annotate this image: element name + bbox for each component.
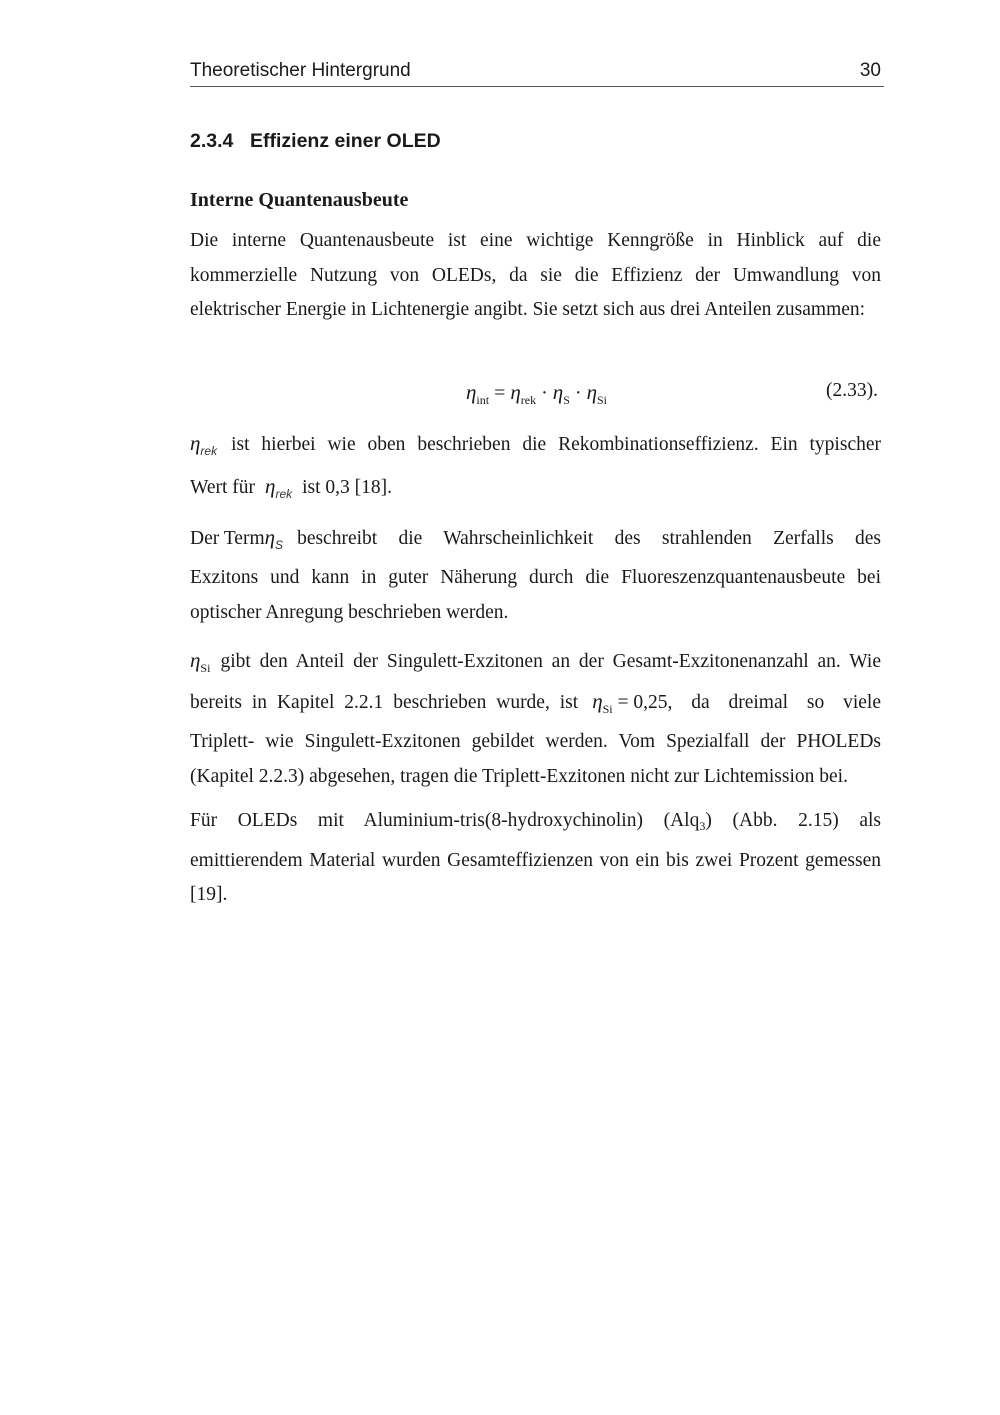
section-title: Effizienz einer OLED xyxy=(250,130,441,152)
section-number: 2.3.4 xyxy=(190,130,234,152)
section-heading xyxy=(190,130,441,153)
paragraph-si-line1: $\eta_{Si}$ gibt den Anteil der Singulett-Exzitonen an der Gesamt-Exzitonenanzahl an. Wie xyxy=(190,648,881,675)
subsection-heading: Interne Quantenausbeute xyxy=(190,189,409,211)
paragraph-alq3: Für OLEDs mit Aluminium-tris(8-hydroxychinolin) (Alq$_3$) (Abb. 2.15) als emittierendem Material wurden Gesamteffizienzen von ein bis zwei Prozent gemessen [19]. xyxy=(190,810,881,905)
paragraph-intro: Die interne Quantenausbeute ist eine wichtige Kenngröße in Hinblick auf die kommerzielle Nutzung von OLEDs, da sie die Effizienz der Umwandlung von elektrischer Energie in Lichtenergie angibt. Sie setzt sich aus drei Anteilen zusammen: xyxy=(190,230,881,320)
equation-number: (2.33). xyxy=(826,380,878,401)
paragraph-rek-line2: Wert für $\eta_{rek}$ ist 0,3 [18]. xyxy=(190,474,393,501)
paragraph-rek-line1: $\eta_{rek}$ ist hierbei wie oben beschrieben die Rekombinationseffizienz. Ein typischer xyxy=(190,431,881,458)
equation-2-33: $\eta_{int} = \eta_{rek} \cdot \eta_S \cdot \eta_{Si}$ xyxy=(466,380,608,407)
header-title: Theoretischer Hintergrund xyxy=(190,60,411,81)
paragraph-si-line2: bereits in Kapitel 2.2.1 beschrieben wurde, ist $\eta_{Si} = 0,25$ , da dreimal so viele xyxy=(190,689,881,716)
paragraph-si-rest: Triplett- wie Singulett-Exzitonen gebildet werden. Vom Spezialfall der PHOLEDs (Kapitel 2.2.3) abgesehen, tragen die Triplett-Exzitonen nicht zur Lichtemission bei. xyxy=(190,731,881,787)
paragraph-s-rest: Exzitons und kann in guter Näherung durch die Fluoreszenzquantenausbeute bei optischer Anregung beschrieben werden. xyxy=(190,567,881,623)
page-number: 30 xyxy=(859,60,881,81)
page-header xyxy=(190,60,884,87)
paragraph-s-line1: Der Term $\eta_S$ beschreibt die Wahrscheinlichkeit des strahlenden Zerfalls des xyxy=(190,525,881,552)
